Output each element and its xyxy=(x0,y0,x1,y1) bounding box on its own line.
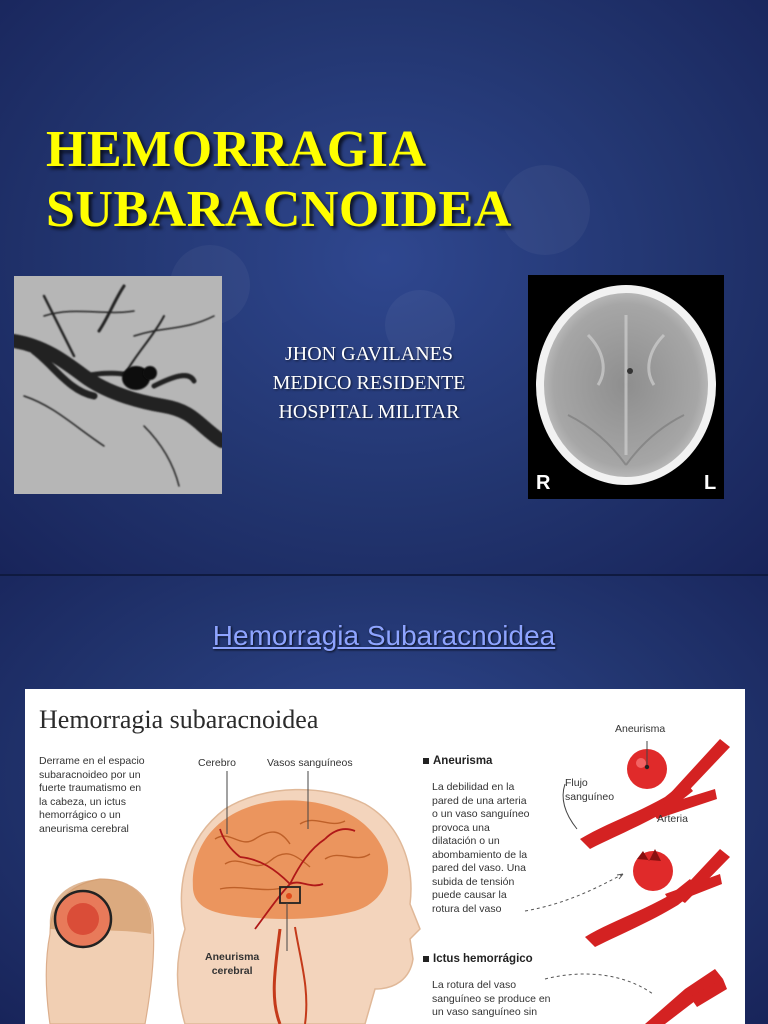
author-role: MEDICO RESIDENTE xyxy=(272,372,466,394)
title-line-1: HEMORRAGIA xyxy=(46,121,427,178)
aneurysm-text: La debilidad en la pared de una arteria o un vaso sanguíneo provoca una dilatación o un abombamiento de la pared del vaso. Una subida de tensión puede causar la rotura del vaso xyxy=(432,781,530,915)
stroke-text: La rotura del vaso sanguíneo se produce en un vaso sanguíneo sin xyxy=(432,979,551,1018)
aneurysm-heading: Aneurisma xyxy=(423,755,492,767)
author-block xyxy=(240,340,498,427)
infographic-title: Hemorragia subaracnoidea xyxy=(39,705,319,734)
stroke-heading: Ictus hemorrágico xyxy=(423,953,533,965)
infographic-illustration xyxy=(25,689,745,1024)
bullet-square-icon xyxy=(423,956,429,962)
aneurysm-diagram-3 xyxy=(645,969,727,1024)
label-brain: Cerebro xyxy=(198,757,236,769)
aneurysm-diagram-2 xyxy=(585,849,730,947)
infographic-panel xyxy=(25,689,745,1024)
label-artery: Arteria xyxy=(657,813,688,825)
label-blood-flow: Flujo sanguíneo xyxy=(565,777,615,803)
intro-text: Derrame en el espacio subaracnoideo por un fuerte traumatismo en la cabeza, un ictus hemorrágico o un aneurisma cerebral xyxy=(39,755,145,835)
label-aneurysm: Aneurisma xyxy=(615,723,666,735)
author-name: JHON GAVILANES xyxy=(285,343,453,365)
bullet-square-icon xyxy=(423,758,429,764)
title-line-2: SUBARACNOIDEA xyxy=(46,181,512,238)
author-institution: HOSPITAL MILITAR xyxy=(278,401,460,423)
label-cerebral-aneurysm: Aneurisma cerebral xyxy=(205,951,260,977)
slide-heading: Hemorragia Subaracnoidea xyxy=(212,620,556,651)
content-slide xyxy=(0,576,768,1024)
slide-title xyxy=(46,120,512,240)
label-vessels: Vasos sanguíneos xyxy=(267,757,353,769)
ct-label-right: R xyxy=(536,472,551,494)
decorative-bubble xyxy=(500,165,590,255)
angiography-image xyxy=(14,276,222,494)
ct-scan-image xyxy=(528,275,724,499)
ct-label-left: L xyxy=(704,472,717,494)
